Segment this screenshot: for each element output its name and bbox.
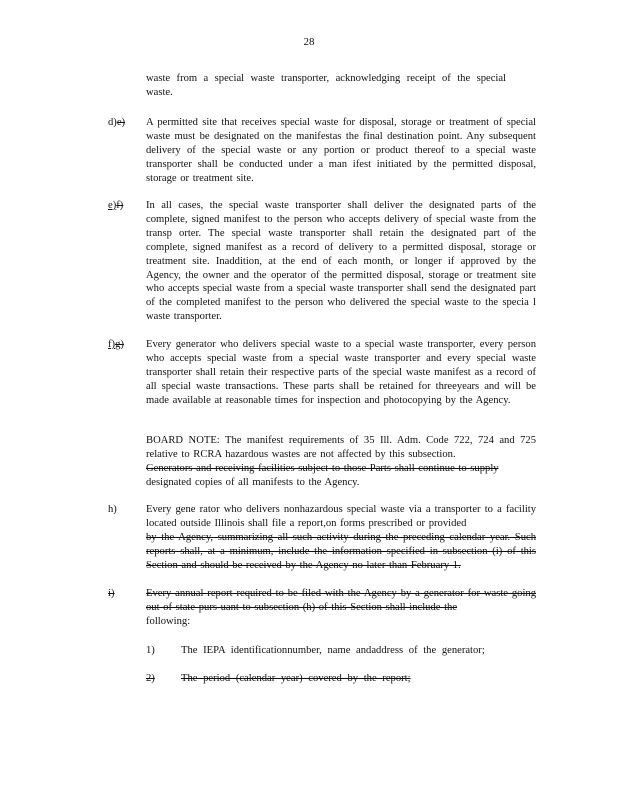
label-new: e) — [108, 200, 117, 211]
item-2 — [146, 672, 155, 686]
continuation-text — [146, 72, 506, 100]
board-note-tail: designated copies of all manifests to the Agency. — [146, 476, 360, 488]
para-f — [146, 338, 536, 408]
para-i-struck: Every annual report required to be filed with the Agency by a generator for waste going out of state purs uant to subsection (h) of this Section shall include the — [146, 588, 536, 613]
para-d-text: A permitted site that receives special waste for disposal, storage or treatment of special waste must be designated on the manifestas the final destination point. Any subsequent delivery of the special waste or any portion or product thereof to a special waste transporter shall be conducted under a man ifest initiated by the permitted disposal, storage or treatment site. — [146, 117, 536, 184]
label-old: g) — [115, 339, 124, 350]
label-new: d) — [108, 117, 117, 128]
para-h — [146, 503, 536, 573]
para-f-label — [108, 338, 124, 352]
board-note-struck: Generators and receiving facilities subject to those Parts shall continue to supply — [146, 462, 499, 474]
para-d-label — [108, 116, 125, 130]
para-h-label — [108, 503, 117, 517]
para-h-struck: by the Agency, summarizing all such activity during the preceding calendar year. Such reports shall, at a minimum, include the information specified in subsection (i) of this Section and should be received by the Agency no later than February 1. — [146, 531, 536, 571]
board-note — [146, 434, 536, 490]
para-f-text: Every generator who delivers special waste to a special waste transporter, every person who accepts special waste from a special waste transporter and every special waste transporter shall retain their respective parts of the special waste manifest as a record of all special waste transactions. These parts shall be retained for threeyears and will be made available at reasonable times for inspection and photocopying by the Agency. — [146, 339, 536, 406]
label-old: e) — [116, 117, 126, 128]
label-old: f) — [116, 200, 124, 211]
label: i) — [108, 588, 115, 599]
para-d — [146, 116, 536, 186]
item-2-label: 2) — [146, 673, 155, 684]
para-e-label — [108, 199, 123, 213]
para-h-text: Every gene rator who delivers nonhazardous special waste via a transporter to a facility located outside Illinois shall file a report,on forms prescribed or provided — [146, 504, 536, 529]
para-e — [146, 199, 536, 324]
item-1-label: 1) — [146, 645, 155, 656]
label-new: f) — [108, 339, 116, 350]
continuation-paragraph: waste from a special waste transporter, acknowledging receipt of the special waste. — [146, 73, 506, 98]
item-1-text — [181, 644, 485, 658]
para-e-text: In all cases, the special waste transporter shall deliver the designated parts of the complete, signed manifest to the person who accepts delivery of special waste from the transp orter. The special waste transporter shall retain the designated part of the complete, signed manifest as a record of delivery to a permitted disposal, storage or treatment site. Inaddition, at the end of each month, or longer if approved by the Agency, the owner and the operator of the permitted disposal, storage or treatment site who accepts special waste from a special waste transporter shall send the designated part of the completed manifest to the person who delivered the special waste to the specia l waste transporter. — [146, 200, 536, 323]
para-i — [146, 587, 536, 629]
page-number: 28 — [303, 36, 315, 48]
label: h) — [108, 504, 117, 515]
board-note-text: BOARD NOTE: The manifest requirements of 35 Ill. Adm. Code 722, 724 and 725 relative to RCRA hazardous wastes are not affected by this subsection. — [146, 435, 536, 460]
item-1 — [146, 644, 155, 658]
item-2-text — [181, 672, 411, 686]
item-1-content: The IEPA identificationnumber, name andaddress of the generator; — [181, 645, 485, 656]
para-i-tail: following: — [146, 615, 191, 627]
item-2-content: The period (calendar year) covered by the report; — [181, 673, 411, 684]
para-i-label — [108, 587, 114, 601]
